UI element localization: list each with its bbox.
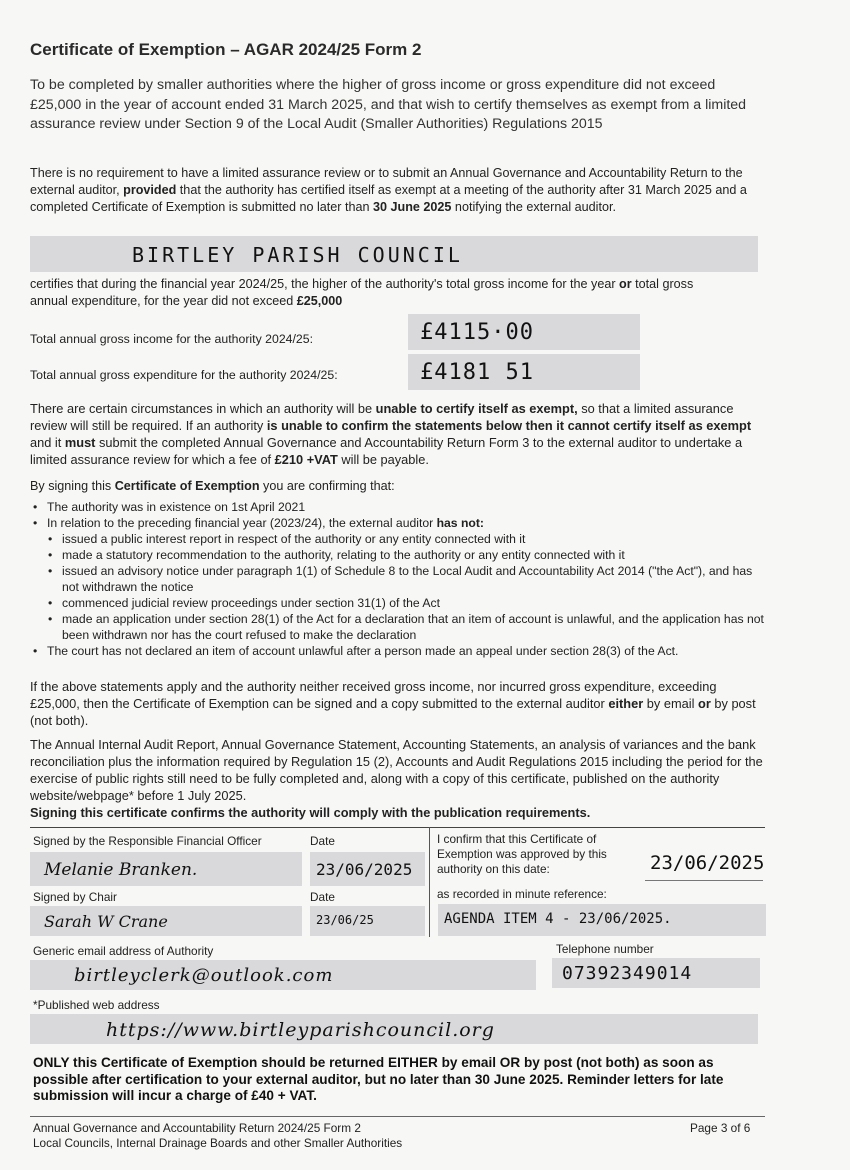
chair-date-field[interactable] [310, 906, 425, 936]
para1-text-a: There is no requirement to have a limited assurance review or to submit an Annual Governance and Accountability Return to the external auditor, [30, 166, 743, 197]
page-number: Page 3 of 6 [690, 1121, 751, 1135]
email-value: birtleyclerk@outlook.com [74, 965, 334, 986]
chair-label: Signed by Chair [33, 890, 117, 904]
signing-text-c: you are confirming that: [259, 479, 395, 493]
return-instructions: ONLY this Certificate of Exemption should be returned EITHER by email OR by post (not both) as soon as possible after certification to your external auditor, but no later than 30 June 2025. Reminder letters for late submission will incur a charge of £40 + VAT. [33, 1055, 724, 1103]
para1-text-e: notifying the external auditor. [451, 200, 616, 214]
minute-ref: AGENDA ITEM 4 - 23/06/2025. [444, 911, 672, 927]
email-label: Generic email address of Authority [33, 944, 214, 958]
bullet2-text: In relation to the preceding financial year (2023/24), the external auditor [47, 516, 437, 530]
rfo-signature: Melanie Branken. [44, 860, 198, 880]
signing-bold-b: Certificate of Exemption [114, 479, 260, 493]
intro-paragraph: To be completed by smaller authorities where the higher of gross income or gross expenditure did not exceed £25,000 in the year of account ended 31 March 2025, and that wish to certify themselves as exempt from a limited assurance review under Section 9 of the Local Audit (Smaller Authorities) Regulations 2015 [30, 77, 747, 132]
expenditure-field[interactable] [408, 354, 640, 390]
para2-text-i: will be payable. [337, 452, 429, 467]
publication-requirement-bold: Signing this certificate confirms the authority will comply with the publication requirements. [30, 805, 591, 820]
certifies-text-a: certifies that during the financial year 2024/25, the higher of the authority's total gross income for the year [30, 277, 620, 291]
footer-line-2: Local Councils, Internal Drainage Boards and other Smaller Authorities [33, 1136, 403, 1150]
approval-date-underline [645, 880, 763, 881]
email-field[interactable] [30, 960, 536, 990]
approval-confirm-label: I confirm that this Certificate of Exemption was approved by this authority on this date: [437, 832, 607, 876]
sub-bullet: • made an application under section 28(1) of the Act for a declaration that an item of account is unlawful, and the application has not been withdrawn nor has the court refused to make the declaration [30, 611, 765, 643]
expenditure-value: £4181 51 [420, 360, 534, 385]
signing-confirmation-intro [30, 478, 765, 495]
approval-date: 23/06/2025 [650, 852, 765, 874]
para3-text-c: by email [643, 696, 698, 711]
para2-bold-b: unable to certify itself as exempt, [375, 401, 578, 416]
bullet-auditor-has-not [30, 515, 765, 531]
expenditure-label: Total annual gross expenditure for the authority 2024/25: [30, 368, 338, 382]
para3-text-e: by post (not both). [30, 696, 756, 728]
chair-date: 23/06/25 [316, 913, 374, 927]
certifies-bold-amount: £25,000 [296, 294, 343, 308]
rfo-date-label: Date [310, 834, 335, 848]
para2-text-e: and it [30, 435, 65, 450]
para3-text-a: If the above statements apply and the authority neither received gross income, nor incurred gross expenditure, exceeding £25,000, then the Certificate of Exemption can be signed and a copy submitted to the external auditor [30, 679, 717, 711]
web-address-label: *Published web address [33, 998, 160, 1012]
phone-value: 07392349014 [562, 963, 693, 984]
footer-rule [30, 1116, 765, 1117]
income-label: Total annual gross income for the authority 2024/25: [30, 332, 314, 346]
chair-signature-field[interactable] [30, 906, 302, 936]
confirmation-bullets [30, 499, 765, 659]
para2-bold-must: must [64, 435, 96, 450]
bullet-court: • The court has not declared an item of account unlawful after a person made an appeal under section 28(3) of the Act. [30, 643, 765, 659]
para4-text: The Annual Internal Audit Report, Annual Governance Statement, Accounting Statements, an analysis of variances and the bank reconciliation plus the information required by Regulation 15 (2), Accounts and Audit Regulations 2015 including the period for the exercise of public rights still need to be fully completed and, along with a copy of this certificate, published on the authority website/webpage* before 1 July 2025. [30, 737, 763, 803]
phone-field[interactable] [552, 958, 760, 988]
minute-ref-label: as recorded in minute reference: [437, 887, 607, 901]
form-top-rule [30, 827, 765, 828]
para3-bold-either: either [608, 696, 644, 711]
income-field[interactable] [408, 314, 640, 350]
authority-name-value: BIRTLEY PARISH COUNCIL [132, 243, 463, 267]
unable-to-certify-paragraph [30, 400, 765, 468]
sub-bullet: • issued an advisory notice under paragraph 1(1) of Schedule 8 to the Local Audit and Accountability Act 2014 ("the Act"), and has not withdrawn the notice [30, 563, 765, 595]
certifies-bold-or: or [619, 277, 632, 291]
para1-bold-provided: provided [123, 183, 177, 197]
bullet-existence: • The authority was in existence on 1st April 2021 [30, 499, 765, 515]
chair-date-label: Date [310, 890, 335, 904]
certifies-paragraph [30, 276, 730, 310]
rfo-date: 23/06/2025 [316, 860, 413, 879]
page-title: Certificate of Exemption – AGAR 2024/25 Form 2 [30, 40, 422, 59]
para1-bold-deadline: 30 June 2025 [373, 200, 452, 214]
rfo-date-field[interactable] [310, 852, 425, 886]
sub-bullet: • commenced judicial review proceedings under section 31(1) of the Act [30, 595, 765, 611]
footer-line-1: Annual Governance and Accountability Return 2024/25 Form 2 [33, 1121, 361, 1135]
minute-ref-field[interactable] [438, 904, 766, 936]
para2-bold-fee: £210 +VAT [274, 452, 338, 467]
exemption-requirement-paragraph [30, 165, 755, 216]
income-value: £4115·00 [420, 320, 534, 345]
rfo-label: Signed by the Responsible Financial Officer [33, 834, 262, 848]
web-address-field[interactable] [30, 1014, 758, 1044]
para2-text-c: so that a limited assurance review will still be required. If an authority [30, 401, 734, 433]
submission-method-paragraph [30, 678, 765, 729]
chair-signature: Sarah W Crane [44, 912, 168, 931]
web-address-value: https://www.birtleyparishcouncil.org [106, 1019, 495, 1041]
certifies-text-c: total gross annual expenditure, for the year did not exceed [30, 277, 694, 308]
para3-bold-or: or [698, 696, 711, 711]
rfo-signature-field[interactable] [30, 852, 302, 886]
signing-text-a: By signing this [30, 479, 115, 493]
bullet2-bold: has not: [436, 516, 484, 530]
footer-left [33, 1121, 402, 1151]
para1-text-c: that the authority has certified itself as exempt at a meeting of the authority after 31 March 2025 and a completed Certificate of Exemption is submitted no later than [30, 183, 747, 214]
phone-label: Telephone number [556, 942, 654, 956]
form-divider [429, 827, 430, 937]
sub-bullet: • made a statutory recommendation to the authority, relating to the authority or any entity connected with it [30, 547, 765, 563]
para2-text-a: There are certain circumstances in which an authority will be [30, 401, 376, 416]
sub-bullet: • issued a public interest report in respect of the authority or any entity connected with it [30, 531, 765, 547]
publication-paragraph [30, 736, 765, 821]
para2-text-g: submit the completed Annual Governance and Accountability Return Form 3 to the external auditor to undertake a limited assurance review for which a fee of [30, 435, 743, 467]
para2-bold-d: is unable to confirm the statements below then it cannot certify itself as exempt [266, 418, 752, 433]
authority-name-field[interactable] [30, 236, 758, 272]
